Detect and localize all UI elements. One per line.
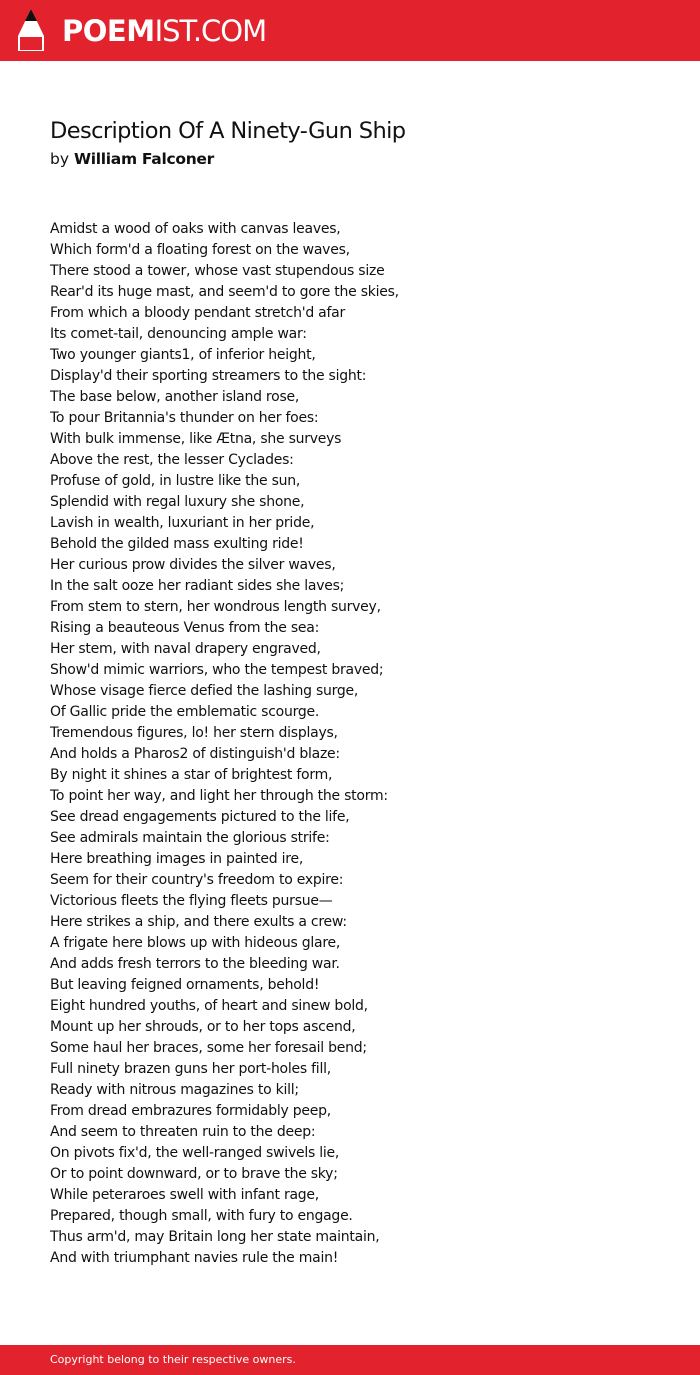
poem-line: Its comet-tail, denouncing ample war: xyxy=(50,326,307,342)
poem-line: Or to point downward, or to brave the sky; xyxy=(50,1166,338,1182)
poem-line: While peteraroes swell with infant rage, xyxy=(50,1187,319,1203)
poem-line: Of Gallic pride the emblematic scourge. xyxy=(50,704,320,720)
poem-line: Here breathing images in painted ire, xyxy=(50,851,304,867)
poem-line: And with triumphant navies rule the main! xyxy=(50,1250,339,1266)
poem-line: Eight hundred youths, of heart and sinew bold, xyxy=(50,998,368,1014)
logo-bold-text: POEM xyxy=(62,14,155,48)
site-footer xyxy=(0,1345,700,1375)
poem-line: The base below, another island rose, xyxy=(50,389,300,405)
poem-line: Show'd mimic warriors, who the tempest braved; xyxy=(50,662,384,678)
poem-line: Profuse of gold, in lustre like the sun, xyxy=(50,473,301,489)
poem-line: Prepared, though small, with fury to engage. xyxy=(50,1208,353,1224)
byline xyxy=(50,149,214,169)
site-logo[interactable] xyxy=(62,13,266,49)
poem-line: And seem to threaten ruin to the deep: xyxy=(50,1124,316,1140)
poem-line: Behold the gilded mass exulting ride! xyxy=(50,536,304,552)
poem-line: From dread embrazures formidably peep, xyxy=(50,1103,331,1119)
copyright-text: Copyright belong to their respective owners. xyxy=(50,1353,296,1366)
poem-line: Rising a beauteous Venus from the sea: xyxy=(50,620,320,636)
poem-line: To pour Britannia's thunder on her foes: xyxy=(50,410,319,426)
poem-line: Splendid with regal luxury she shone, xyxy=(50,494,305,510)
poem-line: Some haul her braces, some her foresail bend; xyxy=(50,1040,367,1056)
pencil-tip-icon[interactable] xyxy=(18,9,44,51)
poem-line: A frigate here blows up with hideous glare, xyxy=(50,935,341,951)
poem-line: Victorious fleets the flying fleets pursue— xyxy=(50,893,333,909)
poem-line: Full ninety brazen guns her port-holes fill, xyxy=(50,1061,331,1077)
poem-line: There stood a tower, whose vast stupendous size xyxy=(50,263,385,279)
poem-line: Amidst a wood of oaks with canvas leaves, xyxy=(50,221,341,237)
poem-line: By night it shines a star of brightest form, xyxy=(50,767,333,783)
poem-body xyxy=(50,219,399,1269)
poem-line: In the salt ooze her radiant sides she laves; xyxy=(50,578,345,594)
poem-line: Which form'd a floating forest on the waves, xyxy=(50,242,350,258)
poem-line: Seem for their country's freedom to expire: xyxy=(50,872,344,888)
poem-line: See admirals maintain the glorious strife: xyxy=(50,830,330,846)
poem-line: From stem to stern, her wondrous length survey, xyxy=(50,599,381,615)
logo-light-text: IST.COM xyxy=(154,14,267,48)
poem-line: Thus arm'd, may Britain long her state maintain, xyxy=(50,1229,380,1245)
by-label: by xyxy=(50,150,70,168)
poem-line: Mount up her shrouds, or to her tops ascend, xyxy=(50,1019,356,1035)
poem-line: Whose visage fierce defied the lashing surge, xyxy=(50,683,359,699)
poem-line: Her stem, with naval drapery engraved, xyxy=(50,641,321,657)
poem-line: See dread engagements pictured to the life, xyxy=(50,809,350,825)
author-name: William Falconer xyxy=(73,150,214,168)
poem-line: Her curious prow divides the silver waves, xyxy=(50,557,336,573)
poem-line: And adds fresh terrors to the bleeding war. xyxy=(50,956,340,972)
poem-line: Ready with nitrous magazines to kill; xyxy=(50,1082,299,1098)
poem-line: To point her way, and light her through the storm: xyxy=(50,788,388,804)
poem-line: On pivots fix'd, the well-ranged swivels lie, xyxy=(50,1145,340,1161)
site-header xyxy=(0,0,700,61)
poem-line: Above the rest, the lesser Cyclades: xyxy=(50,452,294,468)
poem-line: From which a bloody pendant stretch'd afar xyxy=(50,305,346,321)
poem-line: Display'd their sporting streamers to the sight: xyxy=(50,368,367,384)
poem-title: Description Of A Ninety-Gun Ship xyxy=(50,118,406,144)
poem-line: And holds a Pharos2 of distinguish'd blaze: xyxy=(50,746,340,762)
poem-line: Rear'd its huge mast, and seem'd to gore the skies, xyxy=(50,284,399,300)
poem-line: Two younger giants1, of inferior height, xyxy=(50,347,316,363)
poem-line: Lavish in wealth, luxuriant in her pride, xyxy=(50,515,315,531)
poem-line: With bulk immense, like Ætna, she surveys xyxy=(50,431,342,447)
poem-line: But leaving feigned ornaments, behold! xyxy=(50,977,320,993)
poem-line: Tremendous figures, lo! her stern displays, xyxy=(50,725,338,741)
poem-line: Here strikes a ship, and there exults a crew: xyxy=(50,914,347,930)
